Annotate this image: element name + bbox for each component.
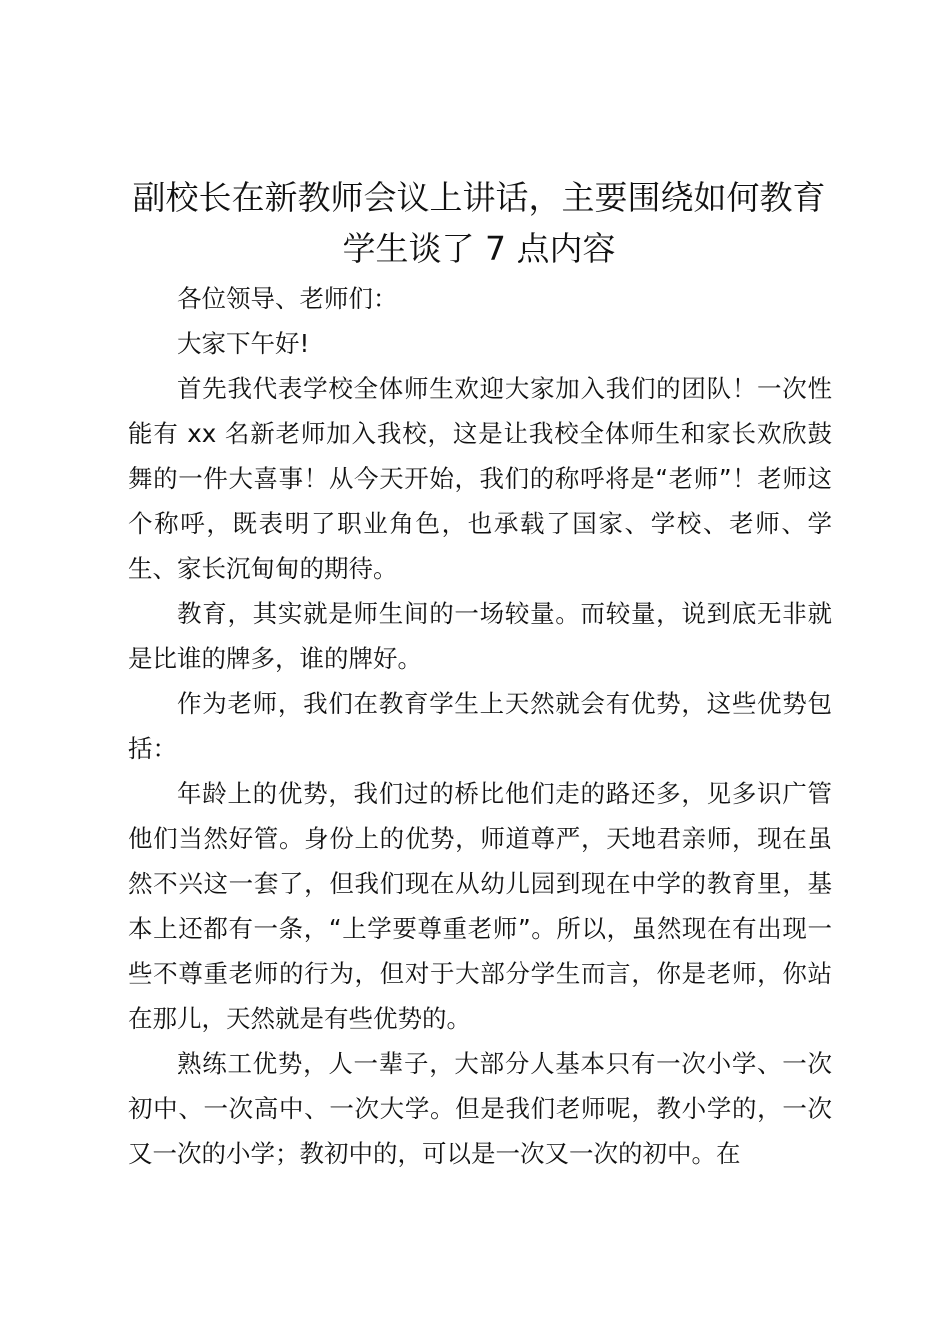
document-title: 副校长在新教师会议上讲话，主要围绕如何教育学生谈了 7 点内容	[132, 178, 826, 268]
document-body	[128, 276, 832, 1176]
age-identity-advantage-paragraph: 年龄上的优势，我们过的桥比他们走的路还多，见多识广管他们当然好管。身份上的优势，师道尊严，天地君亲师，现在虽然不兴这一套了，但我们现在从幼儿园到现在中学的教育里，基本上还都有一条，“上学要尊重老师”。所以，虽然现在有出现一些不尊重老师的行为，但对于大部分学生而言，你是老师，你站在那儿，天然就是有些优势的。	[128, 779, 832, 1033]
greeting-paragraph: 大家下午好!	[177, 329, 310, 358]
teacher-advantages-intro-paragraph: 作为老师，我们在教育学生上天然就会有优势，这些优势包括：	[128, 689, 832, 763]
salutation-paragraph: 各位领导、老师们：	[177, 284, 398, 313]
education-contest-paragraph: 教育，其实就是师生间的一场较量。而较量，说到底无非就是比谁的牌多，谁的牌好。	[128, 599, 832, 673]
experience-advantage-paragraph: 熟练工优势，人一辈子，大部分人基本只有一次小学、一次初中、一次高中、一次大学。但是我们老师呢，教小学的，一次又一次的小学；教初中的，可以是一次又一次的初中。在	[128, 1049, 832, 1168]
welcome-paragraph: 首先我代表学校全体师生欢迎大家加入我们的团队！一次性能有 xx 名新老师加入我校，这是让我校全体师生和家长欢欣鼓舞的一件大喜事！从今天开始，我们的称呼将是“老师”！老师这个称呼，既表明了职业角色，也承载了国家、学校、老师、学生、家长沉甸甸的期待。	[128, 374, 832, 583]
